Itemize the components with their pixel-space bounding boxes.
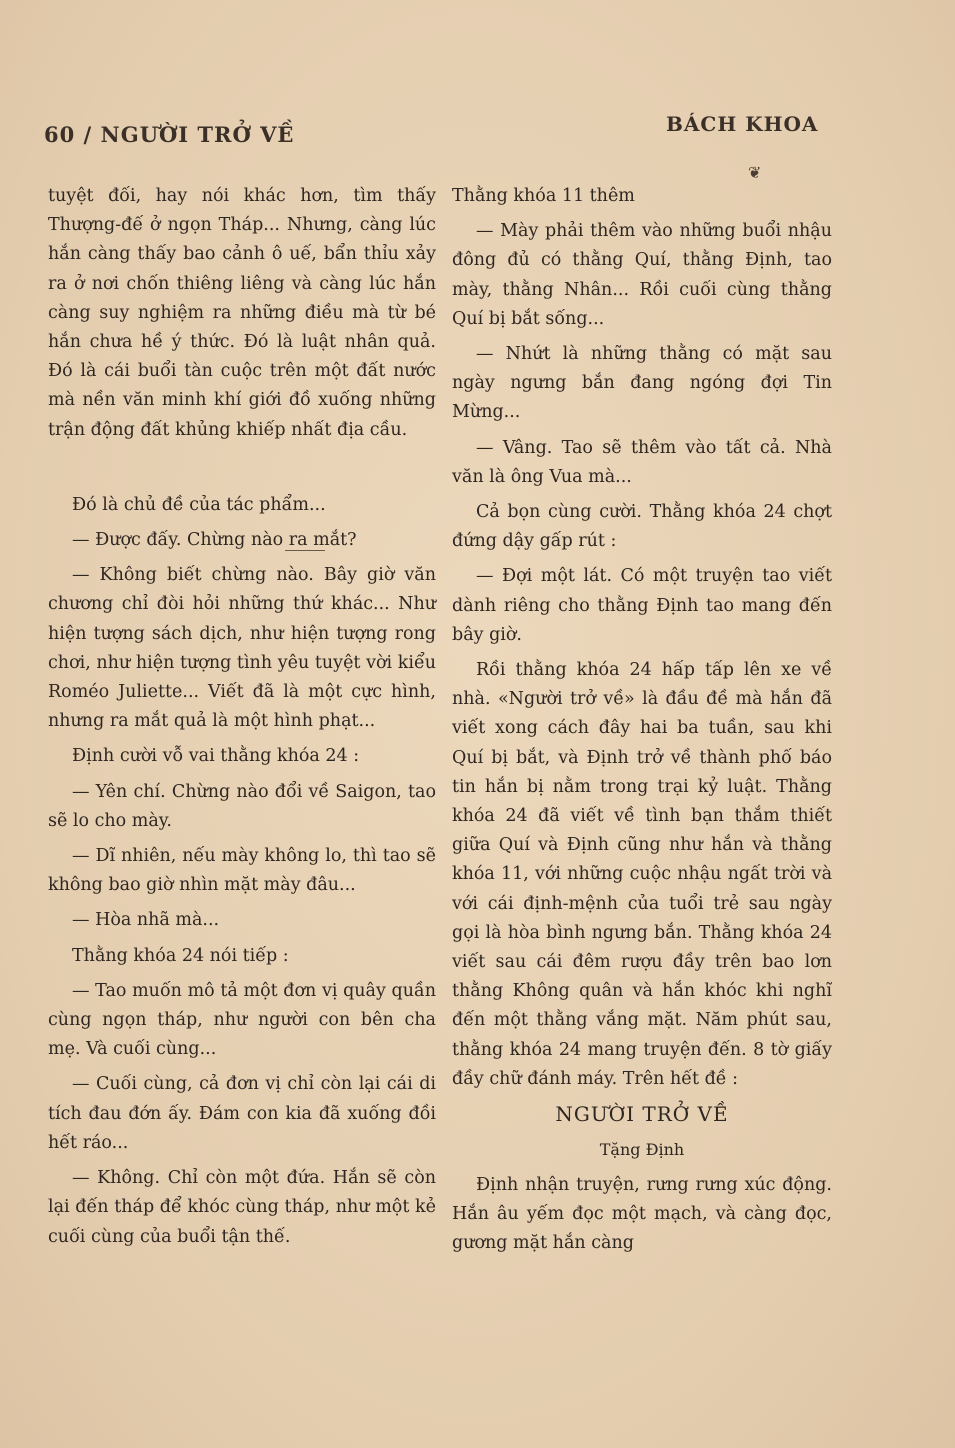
dialogue-line: — Đợi một lát. Có một truyện tao viết dành riêng cho thằng Định tao mang đến bây giờ. [452, 566, 832, 645]
dialogue-line: — Không. Chỉ còn một đứa. Hắn sẽ còn lại đến tháp để khóc cùng tháp, như một kẻ cuối cùng của buổi tận thế. [48, 1168, 436, 1247]
section-break [48, 451, 436, 491]
dialogue-line: — Cuối cùng, cả đơn vị chỉ còn lại cái di tích đau đớn ấy. Đám con kia đã xuống đồi hết ráo... [48, 1074, 436, 1153]
story-title: NGƯỜI TRỞ VỀ [555, 1102, 729, 1127]
paragraph: Rồi thằng khóa 24 hấp tấp lên xe về nhà. «Người trở về» là đầu đề mà hắn đã viết xong cách đây hai ba tuần, sau khi Quí bị bắt, và Định trở về thành phố báo tin hắn bị nằm trong trại kỷ luật. Thằng khóa 24 đã viết về tình bạn thắm thiết giữa Quí và Định cũng như hắn và thằng khóa 11, với những cuộc nhậu ngất trời và với cái định-mệnh của tuổi trẻ sau ngày gọi là hòa bình ngưng bắn. Thằng khóa 24 viết sau cái đêm rượu đầy trên bao lơn thằng Không quân và hắn khóc khi nghĩ đến một thằng vắng mặt. Năm phút sau, thằng khóa 24 mang truyện đến. 8 tờ giấy đầy chữ đánh máy. Trên hết đề : [452, 660, 832, 1089]
dialogue-line: — Tao muốn mô tả một đơn vị quây quần cùng ngọn tháp, như người con bên cha mẹ. Và cuối cùng... [48, 980, 436, 1060]
dialogue-line: — Mày phải thêm vào những buổi nhậu đông đủ có thằng Quí, thằng Định, tao mày, thằng Nhân... Rồi cuối cùng thằng Quí bị bắt sống... [452, 221, 832, 329]
dialogue-line: — Nhứt là những thằng có mặt sau ngày ngưng bắn đang ngóng đợi Tin Mừng... [452, 344, 832, 423]
ornament-icon: ❦ [748, 163, 762, 182]
paragraph: Cả bọn cùng cười. Thằng khóa 24 chợt đứng dậy gấp rút : [452, 502, 832, 552]
story-dedication: Tặng Định [599, 1140, 685, 1160]
dialogue-line: — Hòa nhã mà... [72, 910, 220, 931]
dialogue-line: — Dĩ nhiên, nếu mày không lo, thì tao sẽ không bao giờ nhìn mặt mày đâu... [48, 846, 436, 896]
left-column [48, 182, 436, 1258]
paragraph: Định nhận truyện, rưng rưng xúc động. Hắn âu yếm đọc một mạch, và càng đọc, gương mặt hắn càng [452, 1174, 832, 1253]
paragraph: Thằng khóa 11 thêm [452, 186, 635, 206]
dialogue-line: — Được đấy. Chừng nào ra mắt? [72, 530, 357, 551]
right-column [452, 182, 832, 1264]
paragraph: Đó là chủ đề của tác phẩm... [72, 494, 326, 515]
section-divider [285, 550, 325, 551]
paragraph: tuyệt đối, hay nói khác hơn, tìm thấy Thượng-đế ở ngọn Tháp... Nhưng, càng lúc hắn càng thấy bao cảnh ô uế, bẩn thỉu xảy ra ở nơi chốn thiêng liêng và càng lúc hắn càng suy nghiệm ra những điều mà từ bé hắn chưa hề ý thức. Đó là luật nhân quả. Đó là cái buổi tàn cuộc trên một đất nước mà nền văn minh khí giới đồ xuống những trận động đất khủng khiếp nhất địa cầu. [48, 186, 436, 440]
paragraph: Định cười vỗ vai thằng khóa 24 : [72, 746, 360, 767]
dialogue-line: — Không biết chừng nào. Bây giờ văn chương chỉ đòi hỏi những thứ khác... Như hiện tượng sách dịch, như hiện tượng rong chơi, như hiện tượng tình yêu tuyệt vời kiểu Roméo Juliette... Viết đã là một cực hình, nhưng ra mắt quả là một hình phạt... [48, 565, 436, 732]
page-header-right: BÁCH KHOA [666, 112, 819, 136]
paragraph: Thằng khóa 24 nói tiếp : [72, 945, 289, 966]
page-header-left: 60 / NGƯỜI TRỞ VỀ [44, 122, 295, 147]
dialogue-line: — Vâng. Tao sẽ thêm vào tất cả. Nhà văn là ông Vua mà... [452, 437, 832, 487]
dialogue-line: — Yên chí. Chừng nào đổi về Saigon, tao sẽ lo cho mày. [48, 781, 436, 831]
